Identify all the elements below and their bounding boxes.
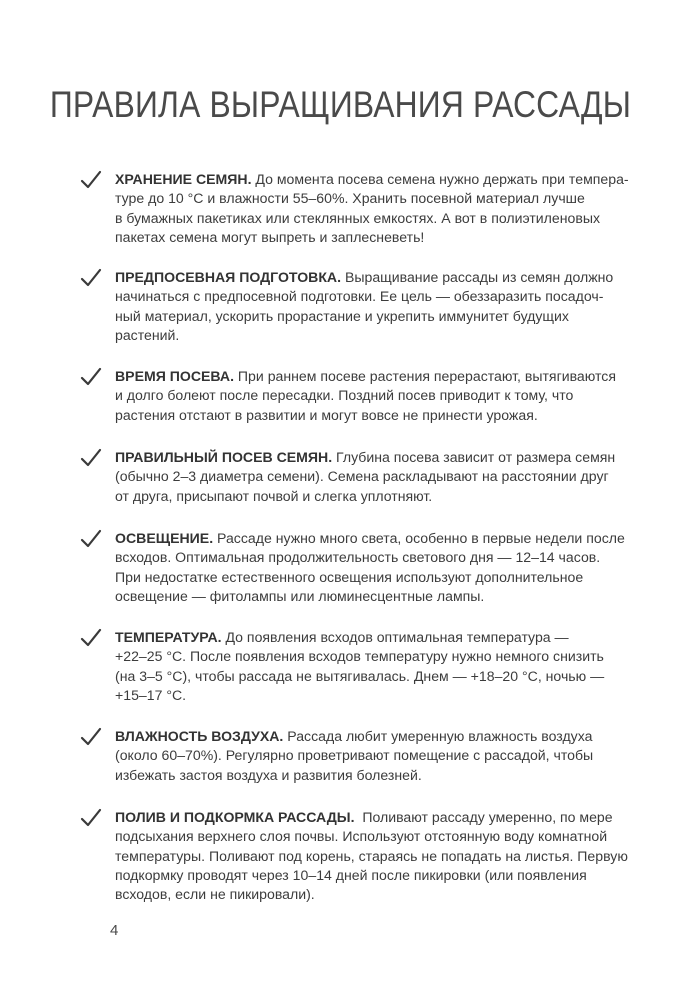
- rule-line: Рассаде нужно много света, особенно в первые недели после: [213, 530, 625, 546]
- page-title: ПРАВИЛА ВЫРАЩИВАНИЯ РАССАДЫ: [49, 84, 632, 125]
- rule-line: подкормку проводят через 10–14 дней после пикировки (или появления: [115, 866, 587, 883]
- rule-text: [115, 268, 640, 345]
- checkmark-icon: [80, 628, 102, 648]
- rule-line: и долго болеют после пересадки. Поздний посев приводит к тому, что: [115, 387, 574, 404]
- rule-line: освещение — фитолампы или люминесцентные лампы.: [115, 587, 485, 604]
- rule-line: Выращивание рассады из семян должно: [341, 269, 614, 285]
- rule-line: от друга, присыпают почвой и слегка уплотняют.: [115, 487, 433, 504]
- rule-line: всходов, если не пикировали).: [115, 886, 315, 903]
- rule-heading: ТЕМПЕРАТУРА.: [115, 629, 222, 645]
- rule-heading: ВРЕМЯ ПОСЕВА.: [115, 368, 235, 384]
- rule-line: (на 3–5 °С), чтобы рассада не вытягивалась. Днем — +18–20 °С, ночью —: [115, 667, 605, 684]
- checkmark-icon: [80, 367, 102, 387]
- rule-text: [115, 808, 640, 904]
- checkmark-icon: [80, 268, 102, 288]
- rule-line: пакетах семена могут выпреть и заплесневеть!: [115, 228, 425, 245]
- rule-line: Рассада любит умеренную влажность воздуха: [283, 728, 593, 744]
- rule-line: начинаться с предпосевной подготовки. Ее цель — обеззаразить посадоч-: [115, 288, 604, 305]
- rule-line: (около 60–70%). Регулярно проветривают помещение с рассадой, чтобы: [115, 747, 594, 764]
- rule-heading: ХРАНЕНИЕ СЕМЯН.: [115, 171, 252, 187]
- rule-line: ный материал, ускорить прорастание и укрепить иммунитет будущих: [115, 307, 569, 324]
- rule-line: избежать застоя воздуха и развития болезней.: [115, 766, 422, 783]
- rule-line: +15–17 °С.: [115, 686, 187, 703]
- rule-heading: ПРЕДПОСЕВНАЯ ПОДГОТОВКА.: [115, 269, 342, 285]
- rule-line: (обычно 2–3 диаметра семени). Семена раскладывают на расстоянии друг: [115, 468, 609, 485]
- checkmark-icon: [80, 529, 102, 549]
- rule-text: [115, 448, 640, 506]
- rule-line: подсыхания верхнего слоя почвы. Используют отстоянную воду комнатной: [115, 828, 608, 845]
- rule-heading: ОСВЕЩЕНИЕ.: [115, 530, 214, 546]
- rule-line: До момента посева семена нужно держать при темпера-: [251, 171, 629, 187]
- rule-text: [115, 367, 640, 425]
- rule-line: температуры. Поливают под корень, стараясь не попадать на листья. Первую: [115, 847, 628, 864]
- page-number: 4: [110, 922, 119, 939]
- rule-line: растения отстают в развитии и могут вовсе не принести урожая.: [115, 406, 538, 423]
- rule-line: До появления всходов оптимальная температура —: [221, 629, 569, 645]
- checkmark-icon: [80, 727, 102, 747]
- rule-line: растений.: [115, 326, 180, 343]
- rule-heading: ВЛАЖНОСТЬ ВОЗДУХА.: [115, 728, 284, 744]
- rule-line: всходов. Оптимальная продолжительность светового дня — 12–14 часов.: [115, 549, 601, 566]
- rule-text: [115, 170, 640, 247]
- checkmark-icon: [80, 448, 102, 468]
- rule-line: При недостатке естественного освещения используют дополнительное: [115, 568, 584, 585]
- rule-heading: ПОЛИВ И ПОДКОРМКА РАССАДЫ.: [115, 809, 355, 825]
- rule-text: [115, 628, 640, 705]
- rule-line: При раннем посеве растения перерастают, вытягиваются: [234, 368, 616, 384]
- rule-text: [115, 727, 640, 785]
- checkmark-icon: [80, 170, 102, 190]
- rule-line: туре до 10 °С и влажности 55–60%. Хранить посевной материал лучше: [115, 190, 585, 207]
- rule-heading: ПРАВИЛЬНЫЙ ПОСЕВ СЕМЯН.: [115, 449, 333, 465]
- rule-line: в бумажных пакетиках или стеклянных емкостях. А вот в полиэтиленовых: [115, 209, 601, 226]
- rule-line: +22–25 °С. После появления всходов температуру нужно немного снизить: [115, 648, 604, 665]
- rule-line: Глубина посева зависит от размера семян: [332, 449, 616, 465]
- rule-text: [115, 529, 640, 606]
- rule-line: Поливают рассаду умеренно, по мере: [354, 809, 613, 825]
- checkmark-icon: [80, 808, 102, 828]
